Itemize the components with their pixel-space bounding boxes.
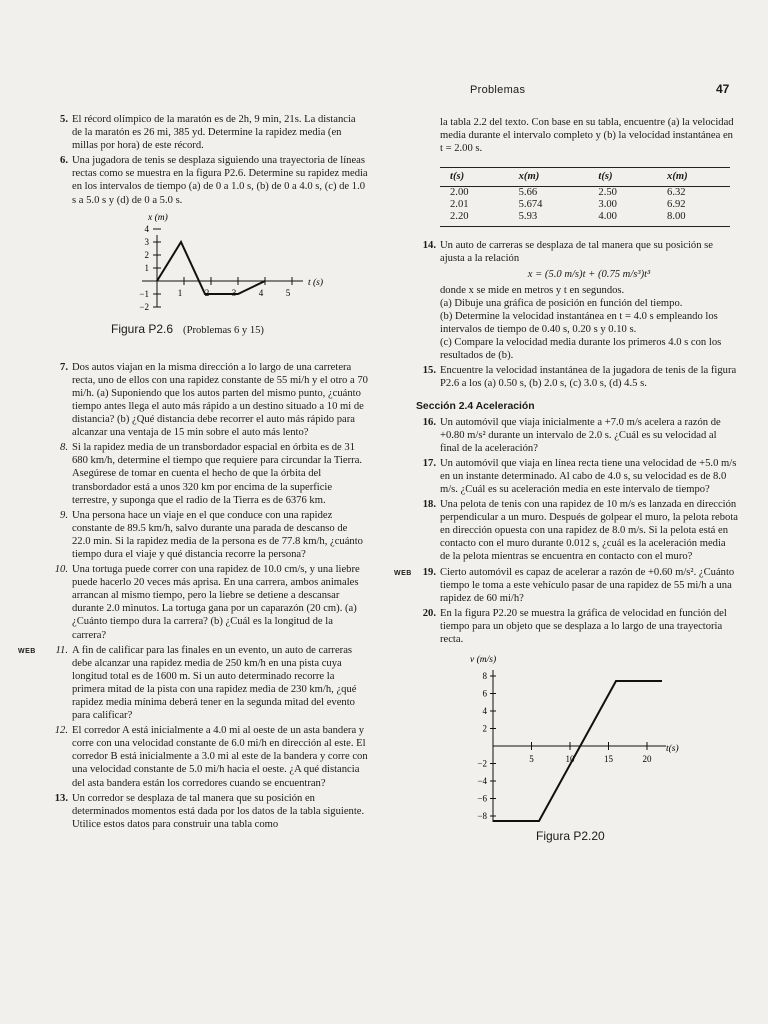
table-cell: 3.00 (598, 199, 617, 211)
y-axis-label: v (m/s) (470, 655, 497, 666)
problem-text: Si la rapidez media de un transbordador espacial en órbita es de 31 680 km/h, determine el tiempo que requiere para circundar la Tierra. Asegúrese de tomar en cuenta el hecho de que la órbita del transbordador está a unos 320 km por encima de la superficie terrestre, y suponga que el radio de la Tierra es de 6376 km. (72, 442, 363, 506)
tick-label: 4 (482, 706, 487, 717)
problem-text: A fin de calificar para las finales en un evento, un auto de carreras debe alcanzar una rapidez media de 250 km/h en una pista cuya longitud total es de 1600 m. Si un auto determinado recorre la primera mitad de la pista con una rapidez media de 230 km/h, ¿qué rapidez media mínima deberá tener en la segunda mitad del evento para calificar? (72, 644, 357, 722)
table-cell: 6.92 (667, 199, 686, 211)
table-cell: 8.00 (657, 211, 730, 227)
tick-label: 15 (604, 754, 613, 765)
problem-list-right (394, 416, 738, 647)
tick-label: 6 (482, 688, 487, 699)
problem-number: 15. (422, 365, 436, 377)
problem-number: 8. (60, 442, 68, 454)
left-column (18, 113, 368, 833)
tick-label: 3 (144, 236, 149, 247)
table-header-cell: x(m) (657, 168, 730, 187)
problem-text: El corredor A está inicialmente a 4.0 mi al oeste de un asta bandera y corre con una velocidad constante de 6.0 mi/h en dirección al este. El corredor B está inicialmente a 3.0 mi al este de la bandera y corre con una velocidad constante de 5.0 mi/h hacia el oeste. ¿A qué distancia del asta bandera están los corredores cuando se encuentran? (72, 725, 368, 789)
tick-label: 20 (642, 754, 652, 765)
problem-text: Un corredor se desplaza de tal manera que su posición en determinados momentos está dada por los datos de la tabla siguiente. Utilice estos datos para construir una tabla como (72, 792, 365, 830)
tick-label: 8 (482, 671, 487, 682)
tick-label: −1 (139, 288, 149, 299)
tick-label: 1 (144, 262, 149, 273)
problem-number: 6. (60, 155, 68, 167)
caption-sub: (Problemas 6 y 15) (183, 324, 264, 336)
problem-number: 14. (422, 240, 436, 252)
problem-number: 17. (422, 457, 436, 469)
tick-label: 3 (231, 287, 237, 298)
x-axis-label: t(s) (666, 744, 679, 755)
table-cell: 2.01 (450, 199, 469, 211)
table-cell: 5.674 (518, 199, 543, 211)
figure-p2-6-caption (111, 323, 264, 337)
tick-label: −6 (477, 793, 487, 804)
problem-14-part-c: (c) Compare la velocidad media durante los primeros 4.0 s con los resultados de (b). (440, 337, 722, 362)
problem-number: 13. (54, 792, 68, 804)
tick-label: −2 (477, 758, 487, 769)
problem-item (418, 457, 738, 496)
problem-item (18, 509, 368, 561)
table-cell: 5.93 (509, 211, 589, 227)
problem-item (418, 607, 738, 646)
web-badge: WEB (18, 647, 36, 655)
problem-text: Una pelota de tenis con una rapidez de 10 m/s es lanzada en dirección perpendicular a un muro. Después de golpear el muro, la pelota rebota en dirección opuesta con una rapidez de 8.0 m/s. Si la pelota está en contacto con el muro durante 0.012 s, ¿cuál es la aceleración media de la pelota mientras se encuentra en contacto con el muro? (440, 499, 738, 563)
problem-item (18, 644, 368, 723)
table-cell: 4.00 (588, 211, 657, 227)
problem-14 (418, 239, 738, 362)
problem-14-equation: x = (5.0 m/s)t + (0.75 m/s³)t³ (527, 268, 651, 280)
problem-number: 16. (422, 416, 436, 428)
velocity-curve (493, 681, 662, 821)
right-column (394, 116, 738, 850)
table-header-cell: x(m) (509, 168, 589, 187)
problem-number: 5. (60, 114, 68, 125)
problem-number: 9. (60, 509, 68, 521)
y-ticks (139, 224, 161, 312)
tick-label: 4 (258, 287, 264, 298)
problem-item (418, 498, 738, 563)
figure-p2-6 (18, 209, 368, 337)
tick-label: 10 (565, 754, 575, 765)
problem-14-intro: Un auto de carreras se desplaza de tal manera que su posición se ajusta a la relación (440, 240, 713, 265)
table-cell: 5.66 (518, 187, 538, 199)
table-row (440, 199, 730, 211)
table-header-cell: t(s) (588, 168, 657, 187)
problem-item (18, 361, 368, 440)
problem-14-after: donde x se mide en metros y t en segundos. (440, 284, 625, 296)
problem-text: Encuentre la velocidad instantánea de la jugadora de tenis de la figura P2.6 a los (a) 0.50 s, (b) 2.0 s, (c) 3.0 s, (d) 4.5 s. (440, 365, 737, 390)
table-row (440, 211, 730, 227)
problem-text: Una persona hace un viaje en el que conduce con una rapidez constante de 89.5 km/h, salvo durante una parada de descanso de 22.0 min. Si la rapidez media de la persona es de 77.8 km/h, ¿cuánto tiempo dura el viaje y qué distancia recorre la persona? (72, 509, 363, 560)
position-data-table (440, 167, 730, 227)
problem-14-part-b: (b) Determine la velocidad instantánea en t = 4.0 s empleando los intervalos de tiempo de 0.40 s, 0.20 s y 0.10 s. (440, 310, 718, 335)
problem-13-continuation: la tabla 2.2 del texto. Con base en su tabla, encuentre (a) la velocidad media durante el intervalo completo y (b) la velocidad instantánea en t = 2.00 s. (440, 117, 734, 155)
problem-text: Una jugadora de tenis se desplaza siguiendo una trayectoria de líneas rectas como se muestra en la figura P2.6. Determine su rapidez media en los intervalos de tiempo (a) de 0 a 1.0 s, (b) de 0 a 4.0 s, (c) de 1.0 s a 5.0 s y (d) de 0 a 5.0 s. (72, 155, 368, 206)
tick-label: −4 (477, 776, 487, 787)
tick-label: 4 (144, 223, 149, 234)
problem-text: Un automóvil que viaja inicialmente a +7.0 m/s acelera a razón de +0.80 m/s² durante un intervalo de 2.0 s. ¿Cuál es su velocidad al final de la aceleración? (440, 416, 721, 454)
caption-title: Figura P2.20 (536, 829, 605, 844)
problem-text: Un automóvil que viaja en línea recta tiene una velocidad de +5.0 m/s en un instante determinado. Al cabo de 4.0 s, su velocidad es de 8.0 m/s. ¿Cuál es su aceleración media en este intervalo de tiempo? (440, 457, 737, 495)
tick-label: 1 (177, 287, 183, 298)
problem-14-part-a: (a) Dibuje una gráfica de posición en función del tiempo. (440, 297, 683, 309)
figure-p2-20-caption (536, 830, 605, 844)
problem-item (18, 563, 368, 642)
table-cell: 2.00 (450, 187, 469, 199)
problem-text: Una tortuga puede correr con una rapidez de 10.0 cm/s, y una liebre puede hacerlo 20 veces más aprisa. En una carrera, ambos animales arrancan al mismo tiempo, pero la liebre se detiene a descansar durante 2.0 minutos. La tortuga gana por un caparazón (20 cm). (a) ¿Cuánto tiempo dura la carrera? (b) ¿Cuál es la longitud de la carrera? (72, 564, 360, 641)
problem-15 (418, 364, 738, 390)
tick-label: 2 (144, 249, 149, 260)
problem-list-left-bottom (18, 361, 368, 831)
problem-number: 20. (422, 607, 436, 619)
problem-item (18, 441, 368, 506)
x-axis-label: t (s) (308, 277, 324, 288)
problem-number: 12. (54, 725, 68, 737)
tick-label: −8 (477, 811, 487, 822)
tick-label: 2 (204, 287, 210, 298)
problem-item (394, 566, 738, 605)
table-cell: 2.50 (598, 187, 617, 199)
tick-label: 2 (482, 723, 487, 734)
problem-number: 19. (422, 566, 436, 578)
problem-item (18, 154, 368, 206)
table-cell: 6.32 (667, 187, 686, 199)
table-cell: 2.20 (440, 211, 509, 227)
running-header-title: Problemas (470, 84, 526, 96)
tick-label: −2 (139, 301, 149, 312)
table-header-cell: t(s) (440, 168, 509, 187)
figure-p2-20 (418, 652, 738, 848)
problem-number: 18. (422, 499, 436, 511)
section-heading: Sección 2.4 Aceleración (416, 401, 535, 413)
x-ticks (529, 742, 652, 764)
problem-item (18, 113, 368, 152)
problem-item (418, 416, 738, 455)
problem-number: 10. (54, 564, 68, 576)
problem-text: En la figura P2.20 se muestra la gráfica de velocidad en función del tiempo para un objeto que se desplaza a lo largo de una trayectoria recta. (440, 607, 727, 645)
problem-number: 11. (55, 644, 68, 656)
problem-number: 7. (60, 361, 68, 373)
problem-list-left-top (18, 113, 368, 207)
problem-item (18, 724, 368, 789)
tick-label: 5 (285, 287, 291, 298)
problem-text: El récord olímpico de la maratón es de 2h, 9 min, 21s. La distancia de la maratón es 26 mi, 385 yd. Determine la rapidez media (en millas por hora) de este récord. (72, 114, 356, 152)
web-badge: WEB (394, 569, 412, 577)
position-time-graph (18, 209, 368, 337)
table-header-row (440, 168, 730, 187)
problem-text: Cierto automóvil es capaz de acelerar a razón de +0.60 m/s². ¿Cuánto tiempo le toma a este vehículo pasar de una rapidez de 55 mi/h a una rapidez de 60 mi/h? (440, 566, 735, 604)
problem-text: Dos autos viajan en la misma dirección a lo largo de una carretera recta, uno de ellos con una rapidez constante de 55 mi/h y el otro a 70 mi/h. (a) Suponiendo que los autos parten del mismo punto, ¿cuánto tiempo antes llega el auto más rápido a un destino situado a 10 mi de distancia? (b) ¿Qué distancia debe recorrer el auto más rápido para alcanzar una ventaja de 15 min sobre el auto más lento? (72, 361, 368, 439)
problem-item (18, 792, 368, 831)
position-curve (157, 242, 265, 294)
tick-label: 5 (529, 754, 534, 765)
table-row (440, 187, 730, 200)
page-number: 47 (716, 82, 730, 96)
velocity-time-graph (418, 652, 738, 848)
caption-title: Figura P2.6 (111, 321, 174, 336)
y-axis-label: x (m) (148, 212, 168, 223)
